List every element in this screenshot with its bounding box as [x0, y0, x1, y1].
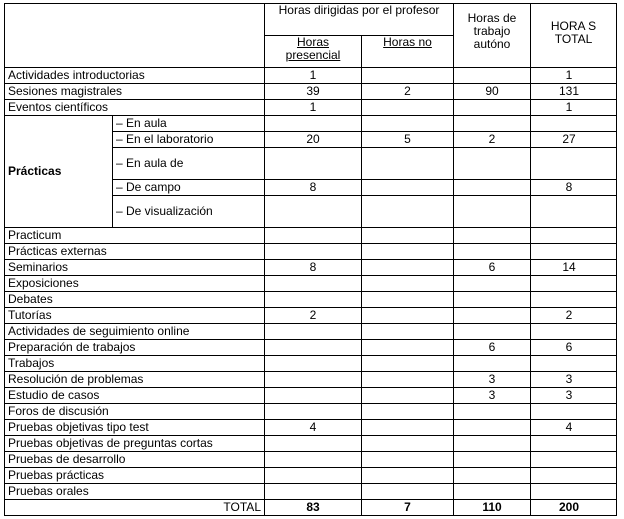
- cell-total: 1: [531, 68, 617, 84]
- cell-autonomo: [454, 308, 531, 324]
- practicas-label: Prácticas: [5, 116, 113, 228]
- table-row: [5, 388, 617, 404]
- cell-no-presencial: [362, 436, 454, 452]
- header-group-cell: [265, 4, 454, 36]
- cell-presencial: [265, 356, 362, 372]
- cell-no-presencial: [362, 340, 454, 356]
- cell-presencial: 4: [265, 420, 362, 436]
- practicas-subrow: [5, 116, 617, 132]
- total-label: TOTAL: [5, 500, 265, 516]
- cell-autonomo: [454, 404, 531, 420]
- row-label: Actividades introductorias: [5, 68, 265, 84]
- cell-autonomo: [454, 116, 531, 132]
- cell-autonomo: 6: [454, 340, 531, 356]
- cell-no-presencial: [362, 356, 454, 372]
- practicas-sub-label: – En el laboratorio: [113, 132, 265, 148]
- table-row: [5, 260, 617, 276]
- table-row: [5, 228, 617, 244]
- cell-no-presencial: [362, 292, 454, 308]
- cell-no-presencial: 7: [362, 500, 454, 516]
- header-autonomo-label: Horas de trabajo autóno: [467, 11, 517, 51]
- row-label: Sesiones magistrales: [5, 84, 265, 100]
- table-row: [5, 244, 617, 260]
- row-label: Preparación de trabajos: [5, 340, 265, 356]
- cell-total: [531, 356, 617, 372]
- practicas-sub-label: – De campo: [113, 180, 265, 196]
- cell-no-presencial: [362, 308, 454, 324]
- table-row: [5, 436, 617, 452]
- cell-autonomo: [454, 100, 531, 116]
- cell-no-presencial: [362, 244, 454, 260]
- cell-total: [531, 244, 617, 260]
- cell-autonomo: [454, 180, 531, 196]
- cell-no-presencial: [362, 100, 454, 116]
- header-group-label: Horas dirigidas por el profesor: [278, 3, 440, 17]
- cell-autonomo: [454, 148, 531, 180]
- row-label: Trabajos: [5, 356, 265, 372]
- row-label: Seminarios: [5, 260, 265, 276]
- table-row: [5, 276, 617, 292]
- cell-presencial: [265, 436, 362, 452]
- cell-total: [531, 404, 617, 420]
- cell-presencial: [265, 292, 362, 308]
- cell-no-presencial: [362, 276, 454, 292]
- header-no-presencial-label: Horas no: [383, 35, 432, 49]
- cell-autonomo: [454, 276, 531, 292]
- cell-total: [531, 196, 617, 228]
- cell-no-presencial: [362, 372, 454, 388]
- row-label: Eventos científicos: [5, 100, 265, 116]
- table-row: [5, 324, 617, 340]
- cell-autonomo: [454, 356, 531, 372]
- cell-total: [531, 276, 617, 292]
- cell-total: 131: [531, 84, 617, 100]
- cell-total: 4: [531, 420, 617, 436]
- row-label: Prácticas externas: [5, 244, 265, 260]
- cell-presencial: [265, 340, 362, 356]
- cell-autonomo: [454, 244, 531, 260]
- cell-no-presencial: [362, 148, 454, 180]
- cell-autonomo: 2: [454, 132, 531, 148]
- cell-total: [531, 436, 617, 452]
- cell-no-presencial: [362, 388, 454, 404]
- table-row: [5, 484, 617, 500]
- cell-total: 14: [531, 260, 617, 276]
- header-autonomo-cell: [454, 4, 531, 68]
- header-presencial-cell: [265, 36, 362, 68]
- cell-no-presencial: [362, 116, 454, 132]
- cell-no-presencial: [362, 452, 454, 468]
- cell-presencial: 83: [265, 500, 362, 516]
- practicas-sub-label: – En aula: [113, 116, 265, 132]
- cell-presencial: 1: [265, 100, 362, 116]
- cell-presencial: [265, 468, 362, 484]
- table-row: [5, 292, 617, 308]
- cell-no-presencial: [362, 180, 454, 196]
- cell-no-presencial: [362, 324, 454, 340]
- cell-no-presencial: [362, 260, 454, 276]
- cell-no-presencial: [362, 484, 454, 500]
- row-label: Actividades de seguimiento online: [5, 324, 265, 340]
- table-row: [5, 100, 617, 116]
- table-row: [5, 452, 617, 468]
- cell-no-presencial: 2: [362, 84, 454, 100]
- row-label: Estudio de casos: [5, 388, 265, 404]
- row-label: Resolución de problemas: [5, 372, 265, 388]
- cell-presencial: [265, 404, 362, 420]
- cell-autonomo: [454, 468, 531, 484]
- row-label: Debates: [5, 292, 265, 308]
- cell-total: 1: [531, 100, 617, 116]
- header-presencial-label: Horas presencial: [285, 35, 341, 62]
- cell-no-presencial: [362, 228, 454, 244]
- cell-total: 2: [531, 308, 617, 324]
- cell-autonomo: [454, 420, 531, 436]
- cell-autonomo: [454, 292, 531, 308]
- cell-presencial: 8: [265, 260, 362, 276]
- table-row: [5, 340, 617, 356]
- cell-presencial: 2: [265, 308, 362, 324]
- cell-autonomo: 3: [454, 388, 531, 404]
- cell-presencial: [265, 228, 362, 244]
- cell-no-presencial: [362, 468, 454, 484]
- practicas-sub-label: – En aula de: [113, 148, 265, 180]
- cell-total: 8: [531, 180, 617, 196]
- cell-presencial: [265, 276, 362, 292]
- row-label: Pruebas objetivas tipo test: [5, 420, 265, 436]
- cell-autonomo: [454, 484, 531, 500]
- cell-total: [531, 292, 617, 308]
- header-blank-cell: [5, 4, 265, 68]
- cell-total: 6: [531, 340, 617, 356]
- row-label: Exposiciones: [5, 276, 265, 292]
- header-total-cell: [531, 4, 617, 68]
- cell-total: 3: [531, 372, 617, 388]
- cell-presencial: [265, 484, 362, 500]
- row-label: Pruebas orales: [5, 484, 265, 500]
- table-row: [5, 420, 617, 436]
- table-row: [5, 356, 617, 372]
- row-label: Pruebas objetivas de preguntas cortas: [5, 436, 265, 452]
- cell-presencial: [265, 388, 362, 404]
- header-no-presencial-cell: [362, 36, 454, 68]
- cell-autonomo: 90: [454, 84, 531, 100]
- cell-autonomo: [454, 68, 531, 84]
- row-label: Pruebas prácticas: [5, 468, 265, 484]
- cell-total: [531, 324, 617, 340]
- cell-presencial: [265, 196, 362, 228]
- cell-total: [531, 148, 617, 180]
- row-label: Pruebas de desarrollo: [5, 452, 265, 468]
- total-row: [5, 500, 617, 516]
- cell-presencial: 20: [265, 132, 362, 148]
- cell-autonomo: [454, 228, 531, 244]
- practicas-sub-label: – De visualización: [113, 196, 265, 228]
- cell-no-presencial: [362, 420, 454, 436]
- cell-presencial: [265, 148, 362, 180]
- cell-autonomo: [454, 196, 531, 228]
- cell-autonomo: [454, 452, 531, 468]
- cell-autonomo: 3: [454, 372, 531, 388]
- cell-autonomo: 6: [454, 260, 531, 276]
- cell-total: [531, 452, 617, 468]
- cell-total: [531, 228, 617, 244]
- row-label: Tutorías: [5, 308, 265, 324]
- cell-no-presencial: [362, 68, 454, 84]
- cell-no-presencial: 5: [362, 132, 454, 148]
- cell-total: 200: [531, 500, 617, 516]
- cell-presencial: [265, 244, 362, 260]
- cell-total: 3: [531, 388, 617, 404]
- table-row: [5, 308, 617, 324]
- cell-presencial: 39: [265, 84, 362, 100]
- cell-autonomo: 110: [454, 500, 531, 516]
- cell-presencial: [265, 372, 362, 388]
- row-label: Foros de discusión: [5, 404, 265, 420]
- cell-no-presencial: [362, 404, 454, 420]
- cell-total: [531, 484, 617, 500]
- cell-presencial: [265, 324, 362, 340]
- cell-autonomo: [454, 436, 531, 452]
- hours-table: [4, 3, 617, 516]
- header-total-label: HORA S TOTAL: [550, 19, 597, 46]
- cell-total: [531, 116, 617, 132]
- cell-presencial: [265, 116, 362, 132]
- table-row: [5, 84, 617, 100]
- table-row: [5, 468, 617, 484]
- cell-presencial: [265, 452, 362, 468]
- table-row: [5, 404, 617, 420]
- table-row: [5, 68, 617, 84]
- table-row: [5, 372, 617, 388]
- cell-presencial: 8: [265, 180, 362, 196]
- cell-autonomo: [454, 324, 531, 340]
- cell-presencial: 1: [265, 68, 362, 84]
- cell-no-presencial: [362, 196, 454, 228]
- row-label: Practicum: [5, 228, 265, 244]
- cell-total: 27: [531, 132, 617, 148]
- cell-total: [531, 468, 617, 484]
